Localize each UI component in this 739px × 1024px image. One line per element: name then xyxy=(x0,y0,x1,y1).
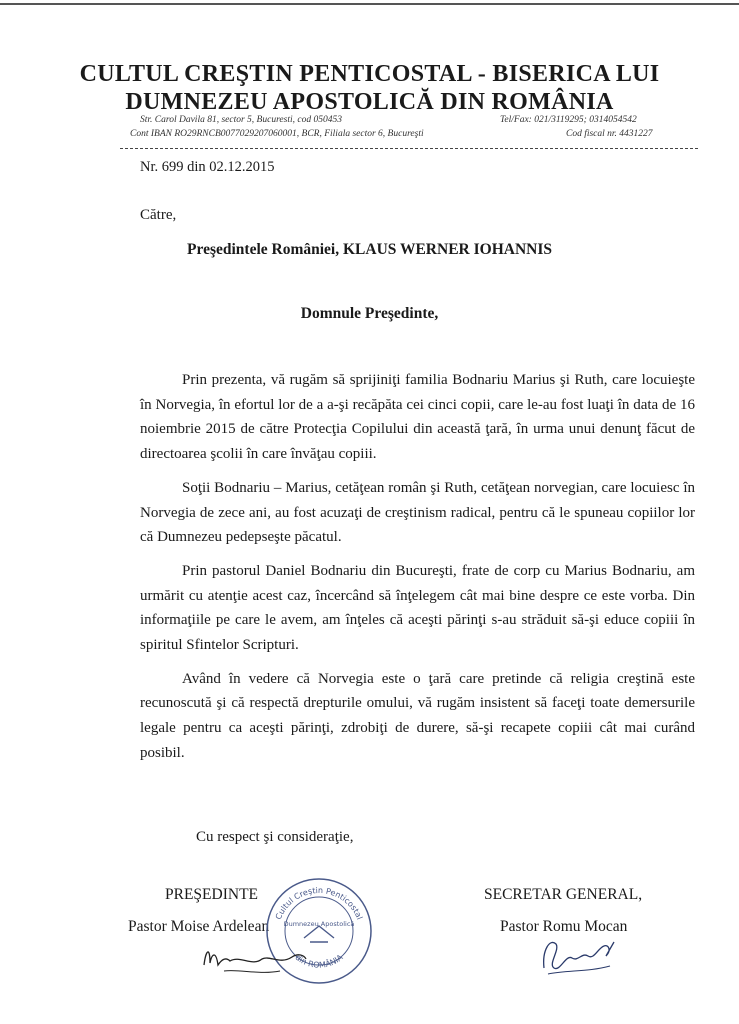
secretary-signature xyxy=(538,930,618,980)
header-divider xyxy=(120,148,698,149)
paragraph-3: Prin pastorul Daniel Bodnariu din Bucureşti, frate de corp cu Marius Bodnariu, am urmărit cu atenţie acest caz, încercând să înţelegem cât mai bine despre ce este vorba. Din informaţiile pe care le avem, am înţeles că aceşti părinţi s-au străduit să-şi educe copiii în spiritul Sfintelor Scripturi. xyxy=(140,562,695,654)
to-label: Către, xyxy=(140,207,177,223)
svg-text:Cultul Creştin Penticostal xyxy=(274,886,364,921)
president-name: Pastor Moise Ardelean xyxy=(128,918,270,935)
stamp-bottom-text: din ROMÂNIA xyxy=(293,952,345,970)
addressee: Preşedintele României, KLAUS WERNER IOHANNIS xyxy=(187,241,552,258)
stamp-middle-text: Dumnezeu Apostolică xyxy=(283,920,355,928)
secretary-name: Pastor Romu Mocan xyxy=(500,918,628,935)
reference-number: Nr. 699 din 02.12.2015 xyxy=(140,159,275,175)
organization-name-line-2: DUMNEZEU APOSTOLICĂ DIN ROMÂNIA xyxy=(125,89,614,115)
president-title: PREŞEDINTE xyxy=(165,886,258,903)
paragraph-2: Soţii Bodnariu – Marius, cetăţean român şi Ruth, cetăţean norvegian, care locuiesc în Norvegia de zece ani, au fost acuzaţi de creştinism radical, pentru că le spuneau copiilor lor că Dumnezeu pedepseşte păcatul. xyxy=(140,479,695,546)
president-signature xyxy=(200,935,310,980)
organization-iban: Cont IBAN RO29RNCB0077029207060001, BCR, Filiala sector 6, Bucureşti xyxy=(130,129,424,139)
organization-fiscal-code: Cod fiscal nr. 4431227 xyxy=(566,129,653,139)
organization-phone: Tel/Fax: 021/3119295; 0314054542 xyxy=(500,115,637,125)
closing-formula: Cu respect şi consideraţie, xyxy=(196,829,354,845)
letterhead xyxy=(0,60,739,116)
stamp-top-text: Cultul Creştin Penticostal xyxy=(273,885,365,921)
secretary-title: SECRETAR GENERAL, xyxy=(484,886,643,903)
organization-address: Str. Carol Davila 81, sector 5, Bucuresti, cod 050453 xyxy=(140,115,342,125)
organization-name-line-1: CULTUL CREŞTIN PENTICOSTAL - BISERICA LUI xyxy=(79,61,660,87)
letter-body xyxy=(140,368,695,775)
scan-edge-line xyxy=(0,3,739,5)
salutation: Domnule Preşedinte, xyxy=(300,305,439,322)
paragraph-4: Având în vedere că Norvegia este o ţară care pretinde că religia creştină este recunoscută şi că respectă drepturile omului, vă rugăm insistent să faceţi toate demersurile legale pentru ca aceşti părinţi, zdrobiţi de durere, să-şi recapete copiii cât mai curând posibil. xyxy=(140,670,695,761)
paragraph-1: Prin prezenta, vă rugăm să sprijiniţi familia Bodnariu Marius şi Ruth, care locuieşte în Norvegia, în efortul lor de a a-şi recăpăta cei cinci copii, care le-au fost luaţi în data de 16 noiembrie 2015 de către Protecţia Copilului din această ţară, în urma unui denunţ făcut de directoarea şcolii în care învăţau copiii. xyxy=(140,372,695,463)
